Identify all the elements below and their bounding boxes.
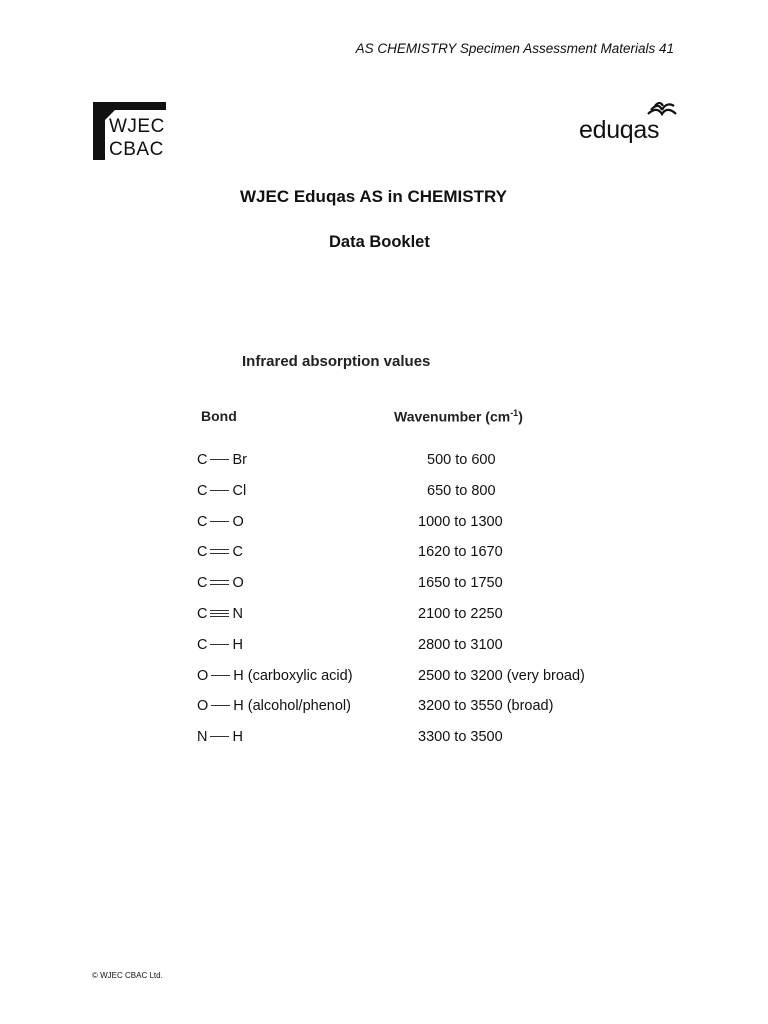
bond-cell bbox=[197, 606, 243, 622]
bond-cell bbox=[197, 544, 243, 560]
table-row bbox=[197, 483, 617, 514]
bond-atom-2: Br bbox=[232, 452, 247, 468]
page-title: WJEC Eduqas AS in CHEMISTRY bbox=[240, 187, 507, 206]
table-row bbox=[197, 544, 617, 575]
bond-cell bbox=[197, 514, 244, 530]
logo-bar-left bbox=[93, 102, 105, 160]
wavenumber-cell: 2100 to 2250 bbox=[418, 605, 503, 622]
single-bond-icon bbox=[210, 638, 229, 650]
bond-atom-2: H (carboxylic acid) bbox=[233, 667, 353, 684]
bond-cell bbox=[197, 668, 353, 684]
wavenumber-cell: 1620 to 1670 bbox=[418, 544, 503, 561]
bond-atom-2: N bbox=[232, 605, 243, 622]
bond-atom-2: H bbox=[232, 729, 243, 746]
single-bond-icon bbox=[211, 699, 230, 711]
wavenumber-cell: 1650 to 1750 bbox=[418, 575, 503, 592]
single-bond-icon bbox=[210, 730, 229, 742]
bond-atom-2: O bbox=[232, 575, 244, 592]
bond-atom-1: O bbox=[197, 667, 209, 684]
eduqas-logo bbox=[579, 100, 679, 150]
table-row bbox=[197, 729, 617, 760]
page-header: AS CHEMISTRY Specimen Assessment Materials 41 bbox=[355, 41, 674, 56]
bond-atom-1: O bbox=[197, 698, 209, 715]
bond-atom-2: C bbox=[232, 544, 243, 561]
bond-cell bbox=[197, 637, 243, 653]
table-row bbox=[197, 668, 617, 699]
section-heading: Infrared absorption values bbox=[242, 353, 431, 370]
bond-atom-1: C bbox=[197, 513, 208, 530]
open-book-icon bbox=[646, 100, 678, 122]
bond-atom-1: C bbox=[197, 575, 208, 592]
infrared-table bbox=[197, 452, 617, 760]
double-bond-icon bbox=[210, 545, 229, 557]
bond-atom-1: C bbox=[197, 605, 208, 622]
bond-atom-1: C bbox=[197, 482, 208, 499]
wavenumber-header-close: ) bbox=[518, 408, 523, 425]
bond-cell bbox=[197, 483, 246, 499]
triple-bond-icon bbox=[210, 607, 229, 619]
bond-atom-2: H (alcohol/phenol) bbox=[233, 698, 351, 715]
table-row bbox=[197, 452, 617, 483]
bond-atom-1: C bbox=[197, 544, 208, 561]
bond-cell bbox=[197, 452, 247, 468]
bond-atom-1: C bbox=[197, 452, 208, 468]
table-row bbox=[197, 575, 617, 606]
page-subtitle: Data Booklet bbox=[329, 233, 430, 251]
wavenumber-header-text: Wavenumber (cm bbox=[394, 408, 511, 425]
wavenumber-cell: 500 to 600 bbox=[427, 452, 496, 468]
bond-cell bbox=[197, 575, 244, 591]
table-row bbox=[197, 514, 617, 545]
wavenumber-header-exponent: -1 bbox=[510, 408, 519, 418]
bond-atom-2: Cl bbox=[232, 482, 247, 499]
bond-cell bbox=[197, 729, 243, 745]
wavenumber-cell: 2500 to 3200 (very broad) bbox=[418, 667, 585, 684]
bond-atom-1: C bbox=[197, 636, 208, 653]
bond-atom-2: O bbox=[232, 513, 244, 530]
table-row bbox=[197, 637, 617, 668]
double-bond-icon bbox=[210, 576, 229, 588]
bond-atom-2: H bbox=[232, 636, 243, 653]
column-header-bond: Bond bbox=[201, 408, 237, 424]
wavenumber-cell: 2800 to 3100 bbox=[418, 636, 503, 653]
cbac-logo-text: CBAC bbox=[109, 139, 164, 160]
bond-cell bbox=[197, 698, 351, 714]
wavenumber-cell: 3200 to 3550 (broad) bbox=[418, 698, 554, 715]
table-row bbox=[197, 698, 617, 729]
single-bond-icon bbox=[210, 515, 229, 527]
copyright-footer: © WJEC CBAC Ltd. bbox=[92, 971, 163, 980]
eduqas-logo-text: eduqas bbox=[579, 116, 660, 144]
column-header-wavenumber bbox=[394, 408, 523, 425]
single-bond-icon bbox=[211, 669, 230, 681]
single-bond-icon bbox=[210, 484, 229, 496]
single-bond-icon bbox=[210, 453, 229, 465]
wavenumber-cell: 650 to 800 bbox=[427, 482, 496, 499]
wavenumber-cell: 3300 to 3500 bbox=[418, 729, 503, 746]
wavenumber-cell: 1000 to 1300 bbox=[418, 513, 503, 530]
wjec-logo-text: WJEC bbox=[109, 116, 165, 137]
bond-atom-1: N bbox=[197, 729, 208, 746]
table-row bbox=[197, 606, 617, 637]
wjec-cbac-logo bbox=[93, 102, 166, 160]
